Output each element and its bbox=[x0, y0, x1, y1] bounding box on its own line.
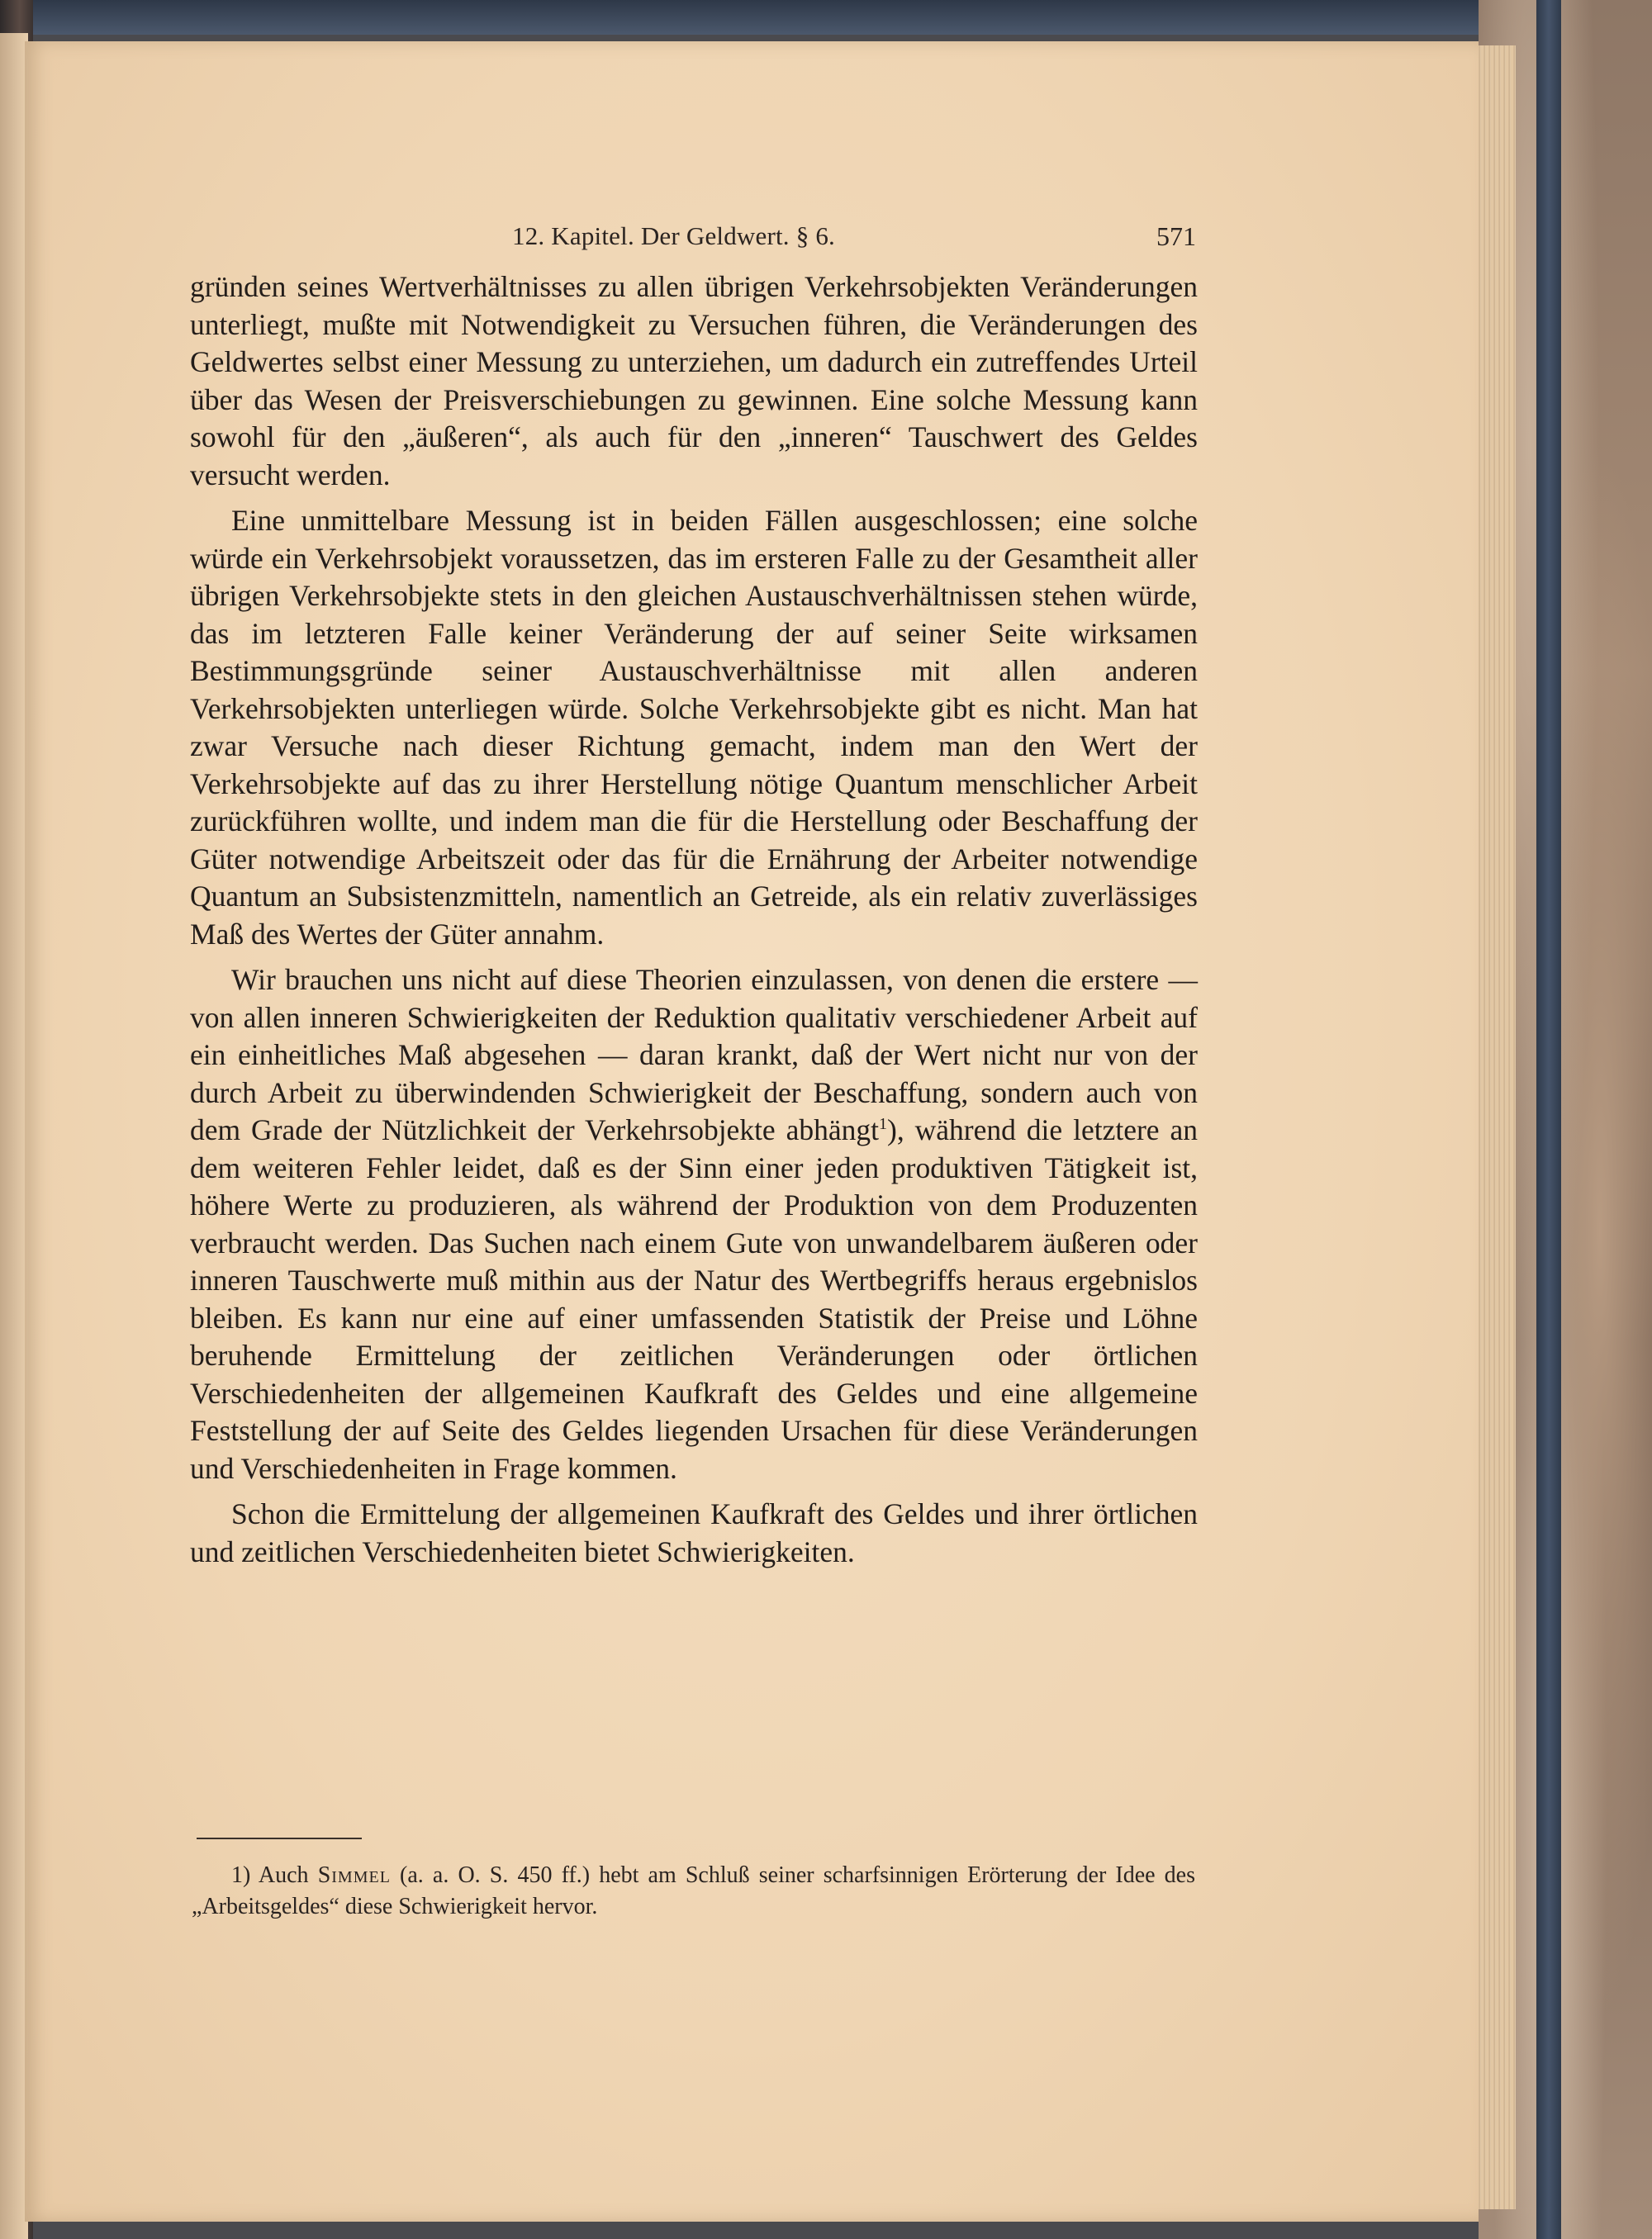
paragraph-part: ), während die letztere an dem weiteren Fehler leidet, daß es der Sinn einer jeden produktiven Tätigkeit ist, höhere Werte zu produzieren, als während der Produktion von dem Produzenten verbraucht werden. Das Suchen nach einem Gute von unwandelbarem äußeren oder inneren Tauschwerte muß mithin aus der Natur des Wertbegriffs heraus ergebnislos bleiben. Es kann nur eine auf einer umfassenden Statistik der Preise und Löhne beruhende Ermittelung der zeitlichen Veränderungen oder örtlichen Verschiedenheiten der allgemeinen Kaufkraft des Geldes und eine allgemeine Feststellung der auf Seite des Geldes liegenden Ursachen für diese Veränderungen und Verschiedenheiten in Frage kommen. bbox=[190, 1113, 1199, 1485]
footnote-text: (a. a. O. S. 450 ff.) hebt am Schluß seiner scharfsinnigen Erörterung der Idee des „Arbeitsgeldes“ diese Schwierigkeit hervor. bbox=[192, 1862, 1196, 1919]
paragraph: Schon die Ermittelung der allgemeinen Kaufkraft des Geldes und ihrer örtlichen und zeitlichen Verschiedenheiten bietet Schwierigkeiten. bbox=[190, 1497, 1198, 1568]
body-text bbox=[190, 268, 1198, 1571]
footnote-rule bbox=[197, 1838, 362, 1839]
paragraph: Eine unmittelbare Messung ist in beiden Fällen ausgeschlossen; eine solche würde ein Verkehrsobjekt voraussetzen, das im ersteren Falle zu der Gesamtheit aller übrigen Verkehrsobjekte stets in den gleichen Austauschverhältnissen stehen würde, das im letzteren Falle keiner Veränderung der auf seiner Seite wirksamen Bestimmungsgründe seiner Austauschverhältnisse mit allen anderen Verkehrsobjekten unterliegen würde. Solche Verkehrsobjekte gibt es nicht. Man hat zwar Versuche nach dieser Richtung gemacht, indem man den Wert der Verkehrsobjekte auf das zu ihrer Herstellung nötige Quantum menschlicher Arbeit zurückführen wollte, und indem man die für die Herstellung oder Beschaffung der Güter notwendige Arbeitszeit oder das für die Ernährung der Arbeiter notwendige Quantum an Subsistenzmitteln, namentlich an Getreide, als ein relativ zuverlässiges Maß des Wertes der Güter annahm. bbox=[190, 504, 1198, 951]
paragraph-part: Wir brauchen uns nicht auf diese Theorien einzulassen, von denen die erstere — von allen inneren Schwierigkeiten der Reduktion qualitativ verschiedener Arbeit auf ein einheitliches Maß abgesehen — daran krankt, daß der Wert nicht nur von der durch Arbeit zu überwindenden Schwierigkeit der Beschaffung, sondern auch von dem Grade der Nützlichkeit der Verkehrsobjekte abhängt bbox=[190, 963, 1198, 1146]
cover-cloth-band bbox=[1536, 0, 1561, 2239]
footnote-reference[interactable]: 1 bbox=[879, 1115, 888, 1134]
paragraph: gründen seines Wertverhältnisses zu allen übrigen Verkehrsobjekten Veränderungen unterliegt, mußte mit Notwendigkeit zu Versuchen führen, die Veränderungen des Geldwertes selbst einer Messung zu unterziehen, um dadurch ein zutreffendes Urteil über das Wesen der Preisverschiebungen zu gewinnen. Eine solche Messung kann sowohl für den „äußeren“, als auch für den „inneren“ Tauschwert des Geldes versucht werden. bbox=[190, 270, 1198, 491]
footnote-text: Auch bbox=[258, 1862, 309, 1888]
footnote-marker: 1) bbox=[231, 1862, 251, 1888]
running-title: 12. Kapitel. Der Geldwert. § 6. bbox=[512, 221, 836, 250]
running-header bbox=[182, 221, 1196, 254]
page-number: 571 bbox=[1156, 221, 1196, 251]
paragraph bbox=[190, 961, 1198, 1487]
book-top-edge bbox=[0, 0, 1652, 35]
facing-page-edge bbox=[0, 33, 28, 2239]
footnote-author: Simmel bbox=[317, 1862, 391, 1888]
footnote bbox=[192, 1860, 1195, 1923]
